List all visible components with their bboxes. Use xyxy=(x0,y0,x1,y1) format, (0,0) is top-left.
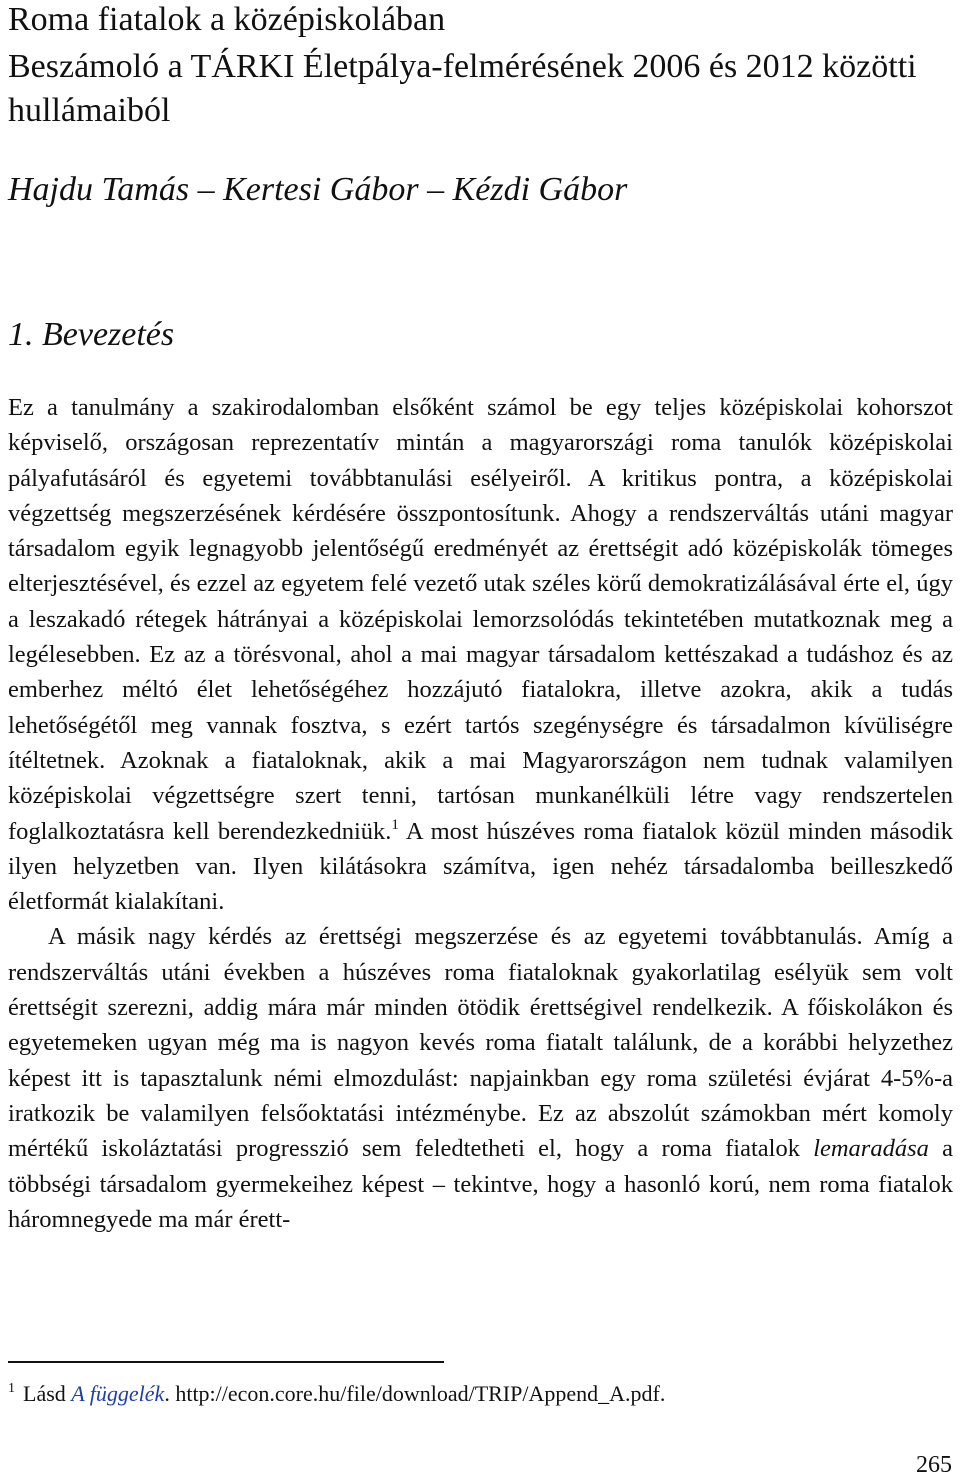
paragraph-2-text: A másik nagy kérdés az érettségi megszerzése és az egyetemi továbbtanulás. Amíg a rendszerváltás utáni években a húszéves roma fiataloknak gyakorlatilag esélyük sem volt érettségit szerezni, addig mára már minden ötödik érettségivel rendelkezik. A főiskolákon és egyetemeken ugyan még ma is nagyon kevés roma fiatalt találunk, de a korábbi helyzethez képest itt is tapasztalunk némi elmozdulást: napjainkban egy roma születési évjárat 4-5%-a iratkozik be valamilyen felsőoktatási intézménybe. Ez az abszolút számokban mért komoly mértékű iskoláztatási progresszió sem feledtetheti el, hogy a roma fiatalok xyxy=(8,923,953,1163)
paper-subtitle: Beszámoló a TÁRKI Életpálya-felmérésének 2006 és 2012 közötti hullámaiból xyxy=(8,48,917,129)
footnote-number: 1 xyxy=(8,1381,15,1396)
paragraph-1 xyxy=(8,390,953,919)
paragraph-2 xyxy=(8,919,953,1237)
footnote-appendix-link[interactable]: A függelék xyxy=(71,1381,165,1406)
footnote-divider xyxy=(8,1361,444,1363)
footnote-prefix: Lásd xyxy=(23,1381,72,1406)
paper-authors: Hajdu Tamás – Kertesi Gábor – Kézdi Gábor xyxy=(8,171,628,208)
page-number: 265 xyxy=(916,1452,952,1478)
paper-title: Roma fiatalok a középiskolában xyxy=(8,1,446,38)
paragraph-2-emphasis: lemaradása xyxy=(813,1135,929,1163)
paragraph-1-text: Ez a tanulmány a szakirodalomban elsőként számol be egy teljes középiskolai kohorszot képviselő, országosan reprezentatív mintán a magyarországi roma tanulók középiskolai pályafutásáról és egyetemi továbbtanulási esélyeiről. A kritikus pontra, a középiskolai végzettség megszerzésének kérdésére összpontosítunk. Ahogy a rendszerváltás utáni magyar társadalom egyik legnagyobb jelentőségű eredményét az érettségit adó középiskolák tömeges elterjesztésével, és ezzel az egyetem felé vezető utak széles körű demokratizálásával érte el, úgy a leszakadó rétegek hátrányai a középiskolai lemorzsolódás tekintetében mutatkoznak meg a legélesebben. Ez az a törésvonal, ahol a mai magyar társadalom kettészakad a tudáshoz és az emberhez méltó élet lehetőségéhez hozzájutó fiatalokra, illetve azokra, akik a tudás lehetőségétől meg vannak fosztva, s ezért tartós szegénységre és társadalmon kívüliségre ítéltetnek. Azoknak a fiataloknak, akik a mai Magyarországon nem tudnak valamilyen középiskolai végzettségre szert tenni, tartósan munkanélküli létre vagy rendszertelen foglalkoztatásra kell berendezkedniük. xyxy=(8,394,953,845)
footnote-suffix: . http://econ.core.hu/file/download/TRIP/Append_A.pdf. xyxy=(164,1381,666,1406)
paragraph-2-text-cont: a többségi társadalom gyermekeihez képest – tekintve, hogy a hasonló korú, nem roma fiatalok háromnegyede ma már érett- xyxy=(8,1135,954,1233)
footnote-reference[interactable]: 1 xyxy=(391,816,399,833)
footnote xyxy=(8,1379,953,1409)
paragraph-1-text-cont: A most húszéves roma fiatalok közül minden második ilyen helyzetben van. Ilyen kilátásokra számítva, igen nehéz társadalomba beilleszkedő életformát kialakítani. xyxy=(8,817,953,916)
body-text xyxy=(8,390,953,1237)
section-heading: 1. Bevezetés xyxy=(8,316,175,353)
